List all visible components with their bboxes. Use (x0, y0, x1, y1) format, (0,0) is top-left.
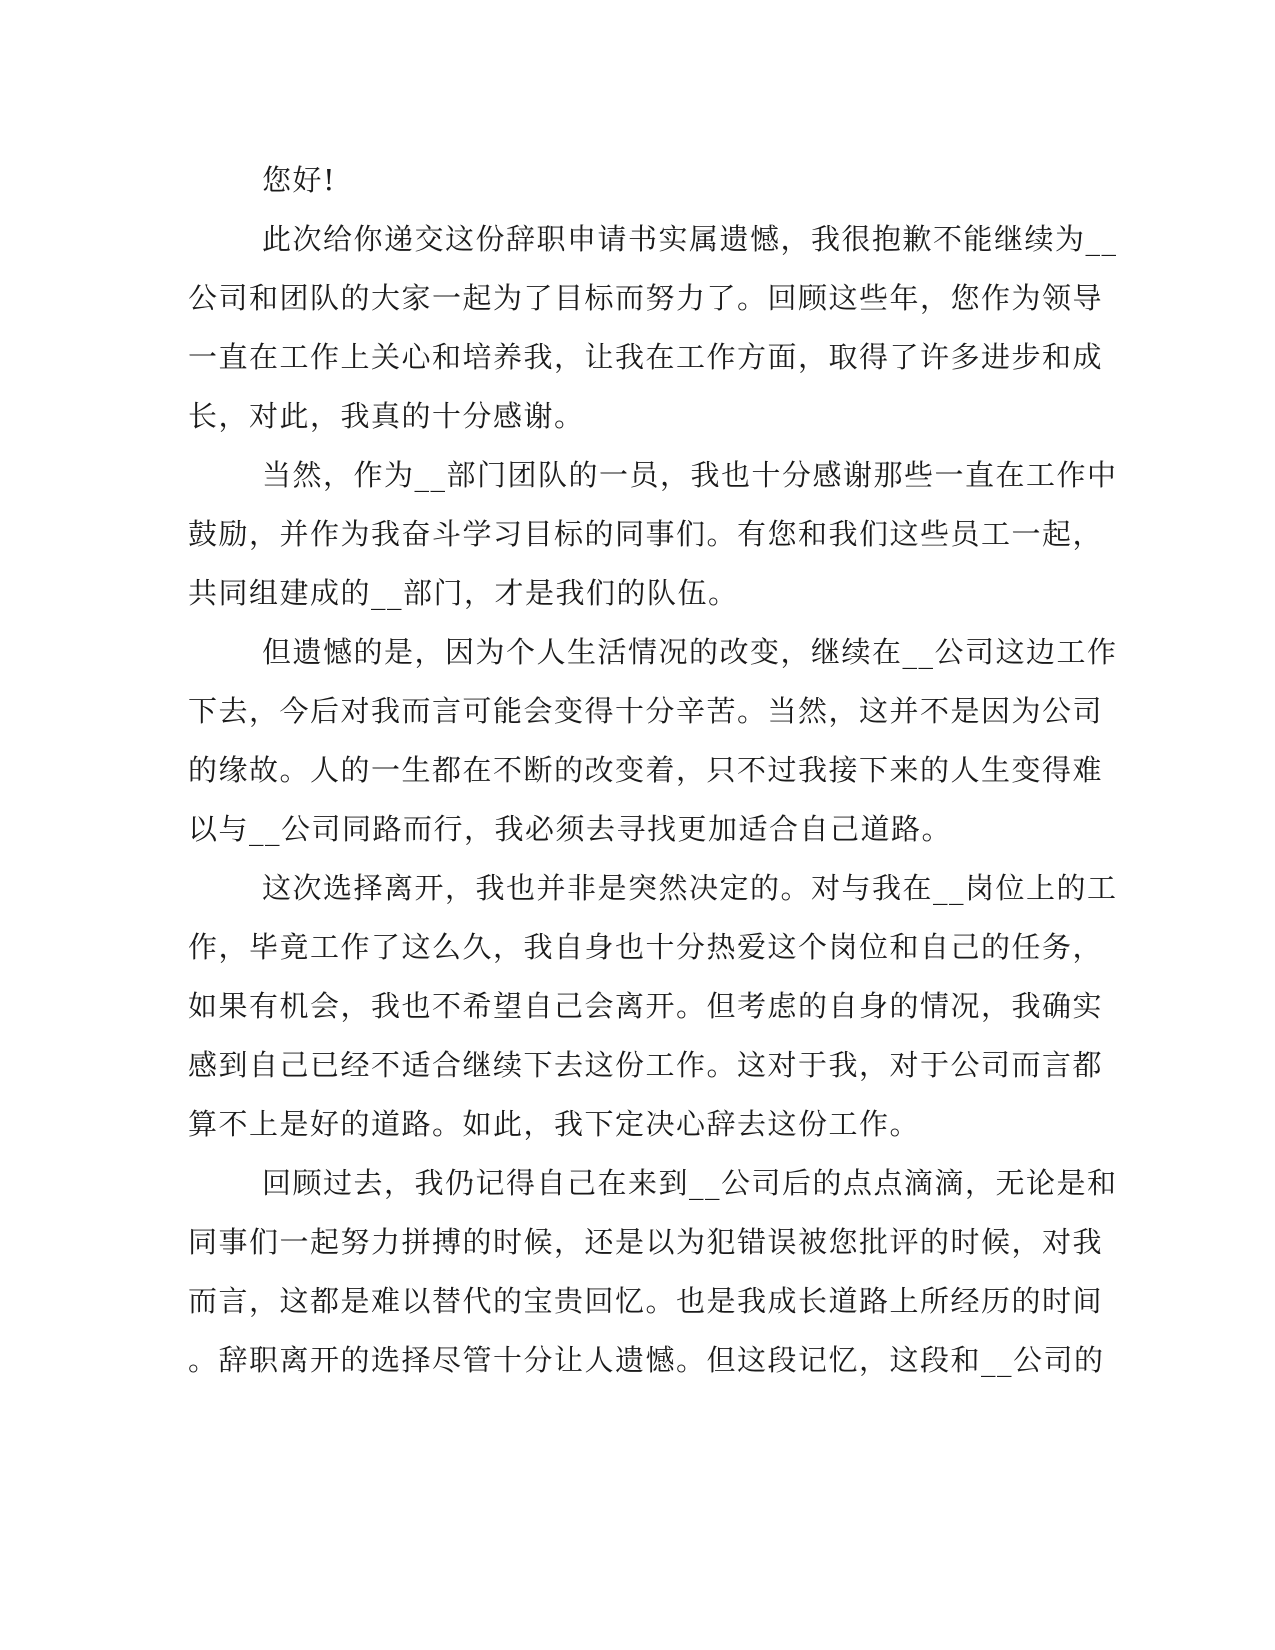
text-line: 如果有机会，我也不希望自己会离开。但考虑的自身的情况，我确实 (188, 989, 1104, 1023)
text-line: 算不上是好的道路。如此，我下定决心辞去这份工作。 (188, 1107, 921, 1141)
text-line: 的缘故。人的一生都在不断的改变着，只不过我接下来的人生变得难 (188, 753, 1104, 787)
text-line: 公司和团队的大家一起为了目标而努力了。回顾这些年，您作为领导 (188, 281, 1104, 315)
text-line: 同事们一起努力拼搏的时候，还是以为犯错误被您批评的时候，对我 (188, 1225, 1104, 1259)
text-line: 一直在工作上关心和培养我，让我在工作方面，取得了许多进步和成 (188, 340, 1104, 374)
text-line: 长，对此，我真的十分感谢。 (188, 399, 585, 433)
text-line: 作，毕竟工作了这么久，我自身也十分热爱这个岗位和自己的任务， (188, 930, 1104, 964)
text-line: 当然，作为__部门团队的一员，我也十分感谢那些一直在工作中 (262, 458, 1118, 492)
text-line: 回顾过去，我仍记得自己在来到__公司后的点点滴滴，无论是和 (262, 1166, 1118, 1200)
text-line: 但遗憾的是，因为个人生活情况的改变，继续在__公司这边工作 (262, 635, 1118, 669)
text-line: 以与__公司同路而行，我必须去寻找更加适合自己道路。 (188, 812, 953, 846)
text-line: 下去，今后对我而言可能会变得十分辛苦。当然，这并不是因为公司 (188, 694, 1104, 728)
text-line: 共同组建成的__部门，才是我们的队伍。 (188, 576, 739, 610)
text-line: 鼓励，并作为我奋斗学习目标的同事们。有您和我们这些员工一起， (188, 517, 1104, 551)
text-line: 。辞职离开的选择尽管十分让人遗憾。但这段记忆，这段和__公司的 (188, 1343, 1105, 1377)
greeting-line: 您好! (262, 163, 337, 197)
text-line: 这次选择离开，我也并非是突然决定的。对与我在__岗位上的工 (262, 871, 1118, 905)
text-line: 此次给你递交这份辞职申请书实属遗憾，我很抱歉不能继续为__ (262, 222, 1118, 256)
text-line: 感到自己已经不适合继续下去这份工作。这对于我，对于公司而言都 (188, 1048, 1104, 1082)
text-line: 而言，这都是难以替代的宝贵回忆。也是我成长道路上所经历的时间 (188, 1284, 1104, 1318)
